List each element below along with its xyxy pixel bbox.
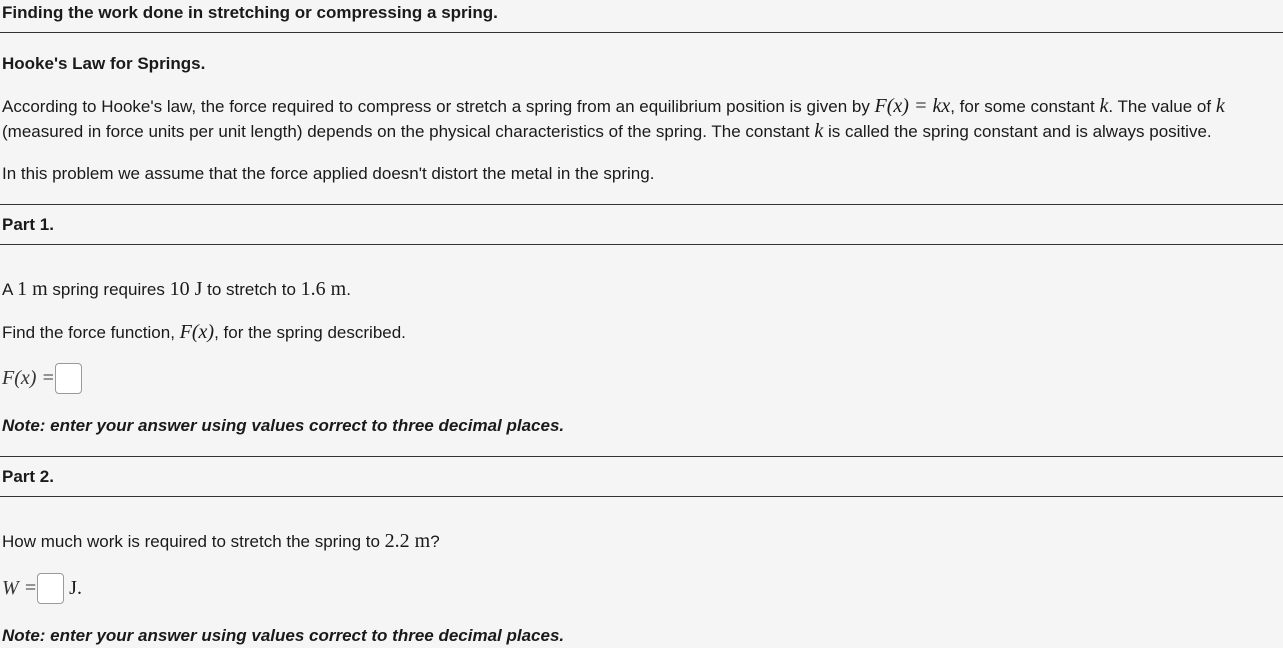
part1-question xyxy=(2,277,351,302)
instruction-text: , for the spring described. xyxy=(214,323,406,342)
part1-heading: Part 1. xyxy=(2,215,54,234)
question-text: to stretch to xyxy=(202,280,301,299)
work-input[interactable] xyxy=(37,573,64,604)
hooke-text: , for some constant xyxy=(950,97,1100,116)
assumption-text: In this problem we assume that the force applied doesn't distort the metal in the spring. xyxy=(2,164,655,183)
part2-question xyxy=(2,529,440,554)
hooke-paragraph-line1 xyxy=(2,94,1225,119)
part2-note: Note: enter your answer using values correct to three decimal places. xyxy=(2,626,565,645)
part2-top-divider xyxy=(0,456,1283,457)
spring-constant-symbol: k xyxy=(1215,95,1225,117)
question-text: spring requires xyxy=(47,280,170,299)
stretched-length: 1.6 m xyxy=(300,278,347,300)
spring-constant-symbol: k xyxy=(814,120,824,142)
hooke-formula: F(x) = kx xyxy=(874,95,951,117)
title-divider xyxy=(0,32,1283,33)
hooke-heading: Hooke's Law for Springs. xyxy=(2,54,206,73)
spring-length: 1 m xyxy=(17,278,48,300)
part1-bottom-divider xyxy=(0,244,1283,245)
work-answer-row xyxy=(2,572,82,604)
hooke-text: According to Hooke's law, the force required to compress or stretch a spring from an equilibrium position is given by xyxy=(2,97,875,116)
question-text: How much work is required to stretch the spring to xyxy=(2,532,385,551)
work-answer-label: W = xyxy=(2,576,38,599)
instruction-text: Find the force function, xyxy=(2,323,180,342)
page-title: Finding the work done in stretching or compressing a spring. xyxy=(2,3,498,22)
question-text: . xyxy=(346,280,351,299)
hooke-text: is called the spring constant and is always positive. xyxy=(823,122,1212,141)
question-text: A xyxy=(2,280,18,299)
part1-note: Note: enter your answer using values correct to three decimal places. xyxy=(2,416,565,435)
force-function-symbol: F(x) xyxy=(179,321,215,343)
hooke-text: . The value of xyxy=(1108,97,1216,116)
part2-bottom-divider xyxy=(0,496,1283,497)
target-length: 2.2 m xyxy=(384,530,431,552)
force-answer-row xyxy=(2,362,82,394)
work-amount: 10 J xyxy=(169,278,203,300)
part1-top-divider xyxy=(0,204,1283,205)
force-answer-label: F(x) = xyxy=(2,366,55,389)
part2-heading: Part 2. xyxy=(2,467,54,486)
part1-instruction xyxy=(2,320,406,345)
force-function-input[interactable] xyxy=(55,363,82,394)
hooke-paragraph-line2 xyxy=(2,119,1212,144)
spring-constant-symbol: k xyxy=(1099,95,1109,117)
work-unit: J. xyxy=(69,576,82,599)
question-text: ? xyxy=(430,532,440,551)
hooke-text: (measured in force units per unit length) depends on the physical characteristics of the spring. The constant xyxy=(2,122,815,141)
